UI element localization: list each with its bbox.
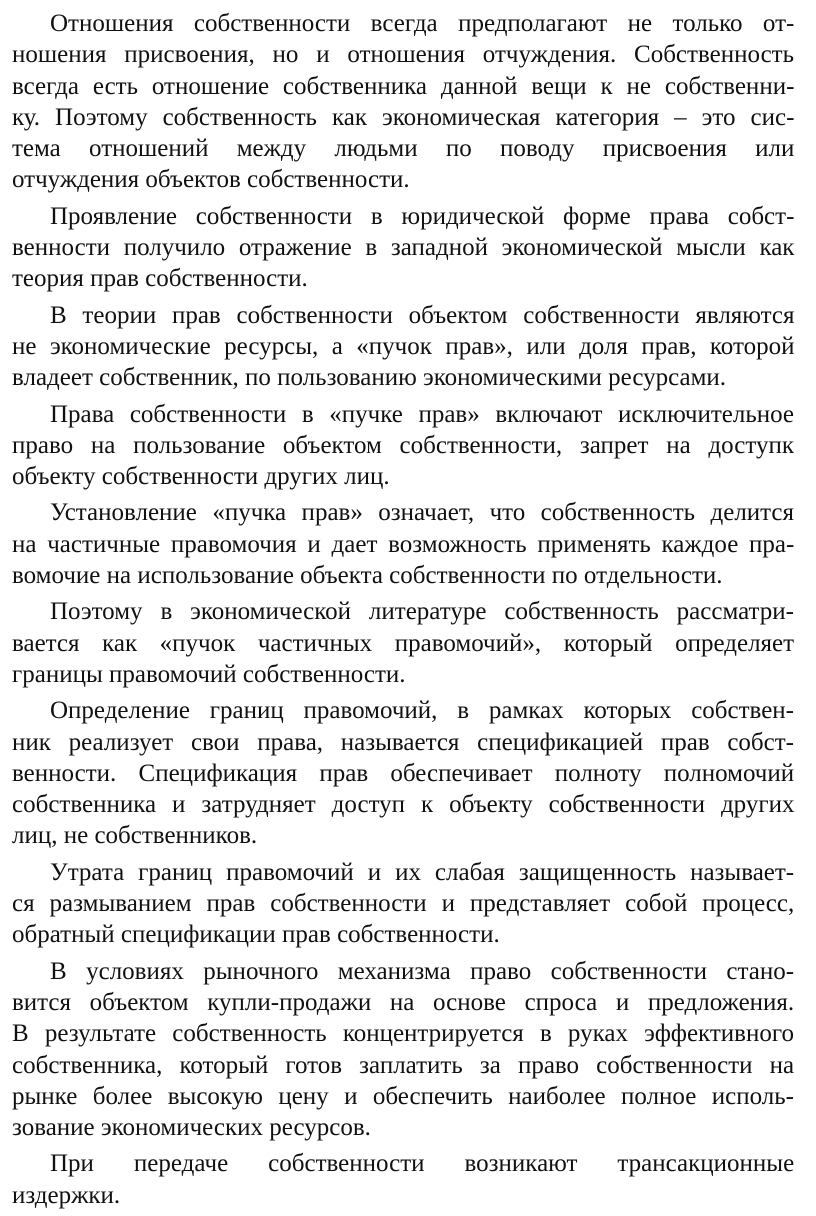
document-body bbox=[12, 8, 794, 1216]
text-line: Поэтому в экономической литературе собственность рассматри- bbox=[50, 598, 794, 626]
paragraph bbox=[12, 956, 794, 1149]
text-line: В теории прав собственности объектом собственности являются bbox=[50, 301, 795, 329]
text-line: ник реализует свои права, называется спецификацией прав собст- bbox=[12, 728, 794, 756]
text-line: объекту собственности других лиц. bbox=[12, 463, 390, 491]
text-line: вается как «пучок частичных правомочий», который определяет bbox=[12, 629, 795, 657]
paragraph bbox=[12, 596, 794, 695]
text-line: на частичные правомочия и дает возможность применять каждое пра- bbox=[12, 530, 795, 558]
text-line: Права собственности в «пучке прав» включают исключительное bbox=[50, 400, 794, 428]
text-line: Отношения собственности всегда предполагают не только от- bbox=[50, 10, 795, 37]
text-line: всегда есть отношение собственника данной вещи к не собственни- bbox=[12, 72, 795, 100]
text-line: В условиях рыночного механизма право собственности стано- bbox=[50, 957, 795, 985]
paragraph bbox=[12, 497, 794, 596]
text-line: границы правомочий собственности. bbox=[12, 660, 406, 688]
text-line: тема отношений между людьми по поводу присвоения или bbox=[12, 135, 795, 163]
text-line: ку. Поэтому собственность как экономическая категория – это сис- bbox=[12, 103, 795, 131]
text-line: рынке более высокую цену и обеспечить наиболее полное исполь- bbox=[12, 1082, 794, 1110]
text-line: Утрата границ правомочий и их слабая защищенность называет- bbox=[50, 858, 795, 886]
text-line: издержки. bbox=[12, 1181, 121, 1209]
text-line: венности получило отражение в западной экономической мысли как bbox=[12, 234, 795, 262]
paragraph bbox=[12, 399, 794, 498]
text-line: обратный спецификации прав собственности. bbox=[12, 921, 500, 949]
paragraph bbox=[12, 695, 794, 856]
paragraph bbox=[12, 857, 794, 956]
text-line: собственника и затрудняет доступ к объекту собственности других bbox=[12, 791, 795, 819]
text-line: В результате собственность концентрируется в руках эффективного bbox=[12, 1020, 794, 1048]
paragraph bbox=[12, 8, 794, 201]
paragraph bbox=[12, 201, 794, 300]
text-line: собственника, который готов заплатить за право собственности на bbox=[12, 1051, 795, 1079]
text-line: Установление «пучка прав» означает, что собственность делится bbox=[50, 499, 794, 527]
paragraph bbox=[12, 1148, 794, 1216]
text-line: При передаче собственности возникают трансакционные bbox=[50, 1150, 795, 1178]
text-line: теория прав собственности. bbox=[12, 265, 308, 293]
text-line: вомочие на использование объекта собственности по отдельности. bbox=[12, 562, 723, 590]
paragraph bbox=[12, 300, 794, 399]
text-line: лиц, не собственников. bbox=[12, 822, 258, 850]
text-line: Проявление собственности в юридической форме права собст- bbox=[50, 202, 795, 230]
text-line: не экономические ресурсы, а «пучок прав», или доля прав, которой bbox=[12, 332, 795, 360]
text-line: ношения присвоения, но и отношения отчуждения. Собственность bbox=[12, 41, 794, 69]
text-line: отчуждения объектов собственности. bbox=[12, 166, 410, 194]
text-line: вится объектом купли-продажи на основе спроса и предложения. bbox=[12, 988, 795, 1016]
text-line: зование экономических ресурсов. bbox=[12, 1114, 371, 1142]
text-line: право на пользование объектом собственности, запрет на доступк bbox=[12, 431, 794, 459]
text-line: владеет собственник, по пользованию экономическими ресурсами. bbox=[12, 364, 727, 392]
text-line: венности. Спецификация прав обеспечивает полноту полномочий bbox=[12, 759, 795, 787]
text-line: ся размыванием прав собственности и представляет собой процесс, bbox=[12, 890, 795, 918]
text-line: Определение границ правомочий, в рамках которых собствен- bbox=[50, 697, 794, 725]
